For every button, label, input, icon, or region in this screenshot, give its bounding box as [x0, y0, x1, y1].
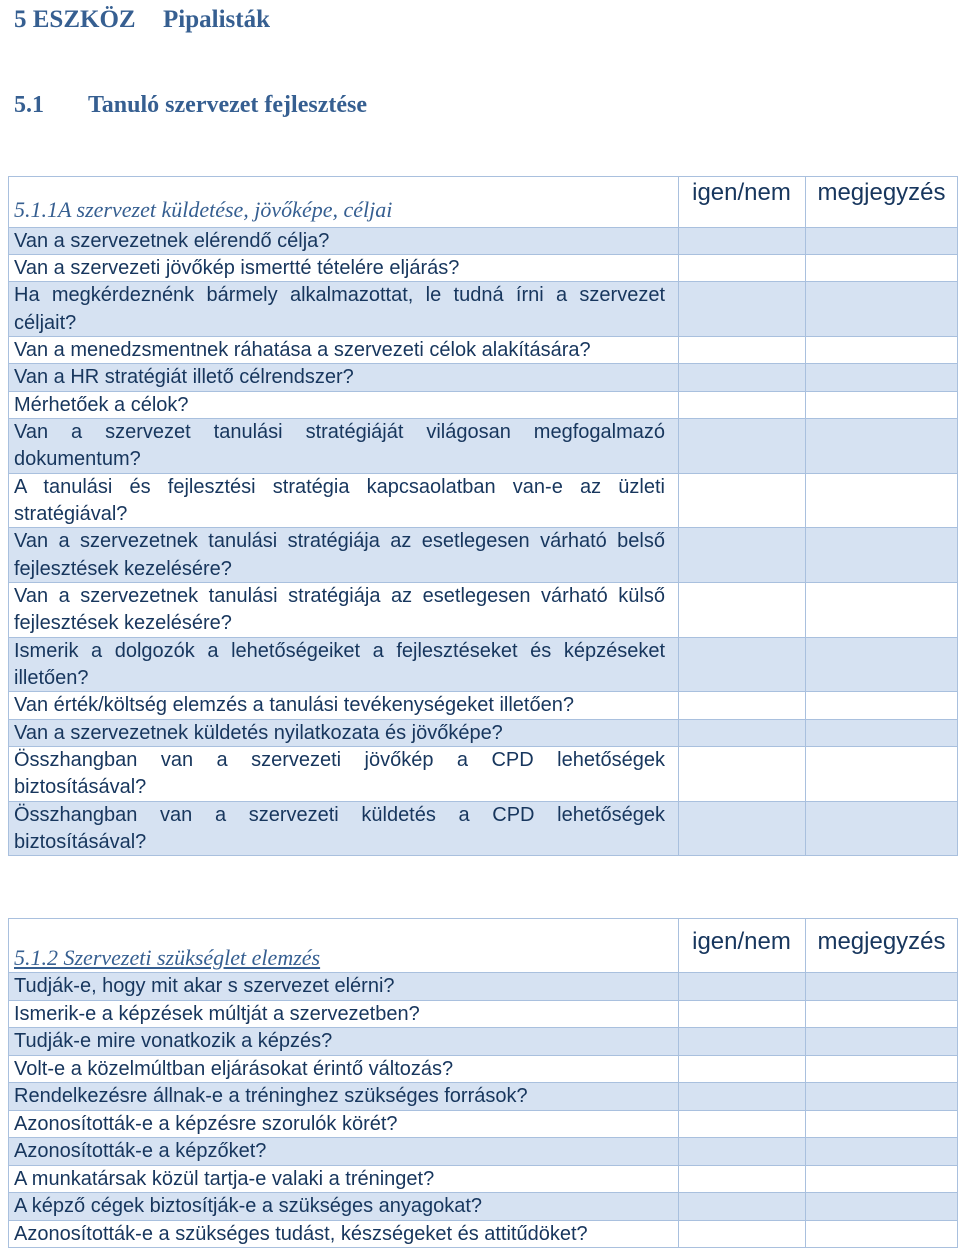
question-text: A tanulási és fejlesztési stratégia kapcsaolatban van-e az üzleti: [14, 475, 665, 498]
section-number: 5.1: [14, 92, 44, 118]
yes-no-cell: [678, 1056, 805, 1084]
question-cell: [8, 1221, 678, 1249]
notes-cell: [805, 583, 958, 638]
chapter-number: 5 ESZKÖZ: [14, 6, 136, 33]
yes-no-cell: [678, 802, 805, 857]
question-text: Tudják-e, hogy mit akar s szervezet elérni?: [14, 975, 395, 997]
checklist-table-mission: [8, 176, 958, 857]
notes-cell: [805, 337, 958, 364]
question-cell: [8, 337, 678, 364]
question-cell: [8, 1001, 678, 1029]
question-text: Ismerik a dolgozók a lehetőségeiket a fejlesztéseket és képzéseket: [14, 639, 665, 662]
chapter-heading: [14, 4, 270, 36]
notes-cell: [805, 1166, 958, 1194]
checklist-table-needs-analysis: [8, 918, 958, 1248]
checklist-row: [8, 255, 958, 282]
question-text: Ha megkérdeznénk bármely alkalmazottat, le tudná írni a szervezet: [14, 284, 665, 307]
yes-no-cell: [678, 1111, 805, 1139]
question-cell: [8, 1166, 678, 1194]
table-heading-cell: [8, 918, 678, 973]
question-cell: [8, 973, 678, 1001]
question-text: Azonosították-e a képzőket?: [14, 1140, 267, 1162]
checklist-row: [8, 474, 958, 529]
checklist-row: [8, 528, 958, 583]
yes-no-cell: [678, 692, 805, 719]
yes-no-cell: [678, 747, 805, 802]
checklist-row: [8, 1001, 958, 1029]
yes-no-cell: [678, 1028, 805, 1056]
checklist-row: [8, 973, 958, 1001]
question-text: céljait?: [14, 311, 77, 334]
yes-no-cell: [678, 583, 805, 638]
column-header-notes: megjegyzés: [805, 918, 958, 973]
table-header-row: [8, 918, 958, 973]
yes-no-cell: [678, 528, 805, 583]
yes-no-cell: [678, 228, 805, 255]
question-text: Van a szervezetnek küldetés nyilatkozata és jövőképe?: [14, 721, 503, 744]
question-cell: [8, 583, 678, 638]
checklist-row: [8, 692, 958, 719]
yes-no-cell: [678, 720, 805, 747]
notes-cell: [805, 1193, 958, 1221]
question-text: Van a szervezet tanulási stratégiáját világosan megfogalmazó: [14, 420, 665, 443]
question-text: Van a HR stratégiát illető célrendszer?: [14, 366, 354, 389]
checklist-row: [8, 1028, 958, 1056]
question-text: Van érték/költség elemzés a tanulási tevékenységeket illetően?: [14, 694, 574, 717]
question-text: Összhangban van a szervezeti küldetés a CPD lehetőségek: [14, 803, 665, 826]
notes-cell: [805, 255, 958, 282]
question-cell: [8, 638, 678, 693]
yes-no-cell: [678, 392, 805, 419]
yes-no-cell: [678, 419, 805, 474]
notes-cell: [805, 1083, 958, 1111]
question-cell: [8, 802, 678, 857]
column-header-yes-no: igen/nem: [678, 918, 805, 973]
checklist-row: [8, 747, 958, 802]
checklist-row: [8, 583, 958, 638]
question-text: Van a menedzsmentnek ráhatása a szervezeti célok alakítására?: [14, 338, 591, 361]
question-cell: [8, 364, 678, 391]
checklist-row: [8, 282, 958, 337]
question-cell: [8, 1028, 678, 1056]
notes-cell: [805, 282, 958, 337]
question-text: Ismerik-e a képzések múltját a szervezetben?: [14, 1002, 420, 1025]
checklist-row: [8, 228, 958, 255]
yes-no-cell: [678, 638, 805, 693]
notes-cell: [805, 1111, 958, 1139]
question-text: Van a szervezetnek tanulási stratégiája az esetlegesen várható belső: [14, 530, 665, 553]
table-heading: 5.1.2 Szervezeti szükséglet elemzés: [14, 945, 321, 970]
notes-cell: [805, 973, 958, 1001]
question-text: Azonosították-e a szükséges tudást, készségeket és attitűdöket?: [14, 1222, 588, 1245]
question-cell: [8, 720, 678, 747]
question-cell: [8, 747, 678, 802]
question-text: biztosításával?: [14, 831, 147, 854]
question-cell: [8, 1193, 678, 1221]
question-text: stratégiával?: [14, 502, 128, 525]
notes-cell: [805, 1221, 958, 1249]
yes-no-cell: [678, 474, 805, 529]
checklist-row: [8, 1221, 958, 1249]
question-text: Tudják-e mire vonatkozik a képzés?: [14, 1030, 333, 1052]
checklist-row: [8, 1138, 958, 1166]
chapter-title: Pipalisták: [163, 6, 270, 33]
notes-cell: [805, 747, 958, 802]
column-header-notes: megjegyzés: [805, 176, 958, 228]
yes-no-cell: [678, 282, 805, 337]
question-text: A munkatársak közül tartja-e valaki a tréninget?: [14, 1167, 435, 1190]
yes-no-cell: [678, 1138, 805, 1166]
question-text: Összhangban van a szervezeti jövőkép a CPD lehetőségek: [14, 749, 665, 772]
question-text: biztosításával?: [14, 776, 147, 799]
question-cell: [8, 282, 678, 337]
checklist-row: [8, 638, 958, 693]
checklist-row: [8, 337, 958, 364]
question-text: Volt-e a közelmúltban eljárásokat érintő változás?: [14, 1057, 454, 1080]
notes-cell: [805, 528, 958, 583]
question-cell: [8, 1111, 678, 1139]
yes-no-cell: [678, 1083, 805, 1111]
notes-cell: [805, 419, 958, 474]
question-cell: [8, 419, 678, 474]
checklist-row: [8, 1111, 958, 1139]
notes-cell: [805, 1028, 958, 1056]
table-heading: 5.1.1A szervezet küldetése, jövőképe, céljai: [14, 197, 393, 222]
question-cell: [8, 1056, 678, 1084]
question-text: illetően?: [14, 667, 89, 689]
question-cell: [8, 255, 678, 282]
checklist-row: [8, 720, 958, 747]
question-cell: [8, 474, 678, 529]
question-text: Rendelkezésre állnak-e a tréninghez szükséges források?: [14, 1085, 528, 1107]
yes-no-cell: [678, 1001, 805, 1029]
question-text: fejlesztések kezelésére?: [14, 612, 232, 635]
yes-no-cell: [678, 973, 805, 1001]
table-body: [8, 973, 958, 1248]
question-cell: [8, 1138, 678, 1166]
notes-cell: [805, 1138, 958, 1166]
yes-no-cell: [678, 364, 805, 391]
notes-cell: [805, 720, 958, 747]
checklist-row: [8, 364, 958, 391]
yes-no-cell: [678, 337, 805, 364]
checklist-row: [8, 392, 958, 419]
checklist-row: [8, 1166, 958, 1194]
yes-no-cell: [678, 1221, 805, 1249]
yes-no-cell: [678, 255, 805, 282]
question-cell: [8, 392, 678, 419]
checklist-row: [8, 1193, 958, 1221]
notes-cell: [805, 228, 958, 255]
checklist-row: [8, 419, 958, 474]
table-heading-cell: [8, 176, 678, 228]
table-header-row: [8, 176, 958, 228]
question-cell: [8, 1083, 678, 1111]
notes-cell: [805, 474, 958, 529]
notes-cell: [805, 638, 958, 693]
question-text: Van a szervezetnek elérendő célja?: [14, 229, 330, 252]
question-text: dokumentum?: [14, 448, 141, 471]
section-title: Tanuló szervezet fejlesztése: [88, 92, 367, 118]
notes-cell: [805, 392, 958, 419]
question-text: Azonosították-e a képzésre szorulók körét?: [14, 1112, 398, 1135]
table-body: [8, 228, 958, 857]
yes-no-cell: [678, 1166, 805, 1194]
checklist-row: [8, 1083, 958, 1111]
column-header-yes-no: igen/nem: [678, 176, 805, 228]
question-cell: [8, 692, 678, 719]
notes-cell: [805, 802, 958, 857]
question-text: Van a szervezetnek tanulási stratégiája az esetlegesen várható külső: [14, 584, 665, 607]
question-text: A képző cégek biztosítják-e a szükséges anyagokat?: [14, 1195, 483, 1217]
notes-cell: [805, 1056, 958, 1084]
yes-no-cell: [678, 1193, 805, 1221]
section-heading: [14, 90, 367, 120]
notes-cell: [805, 692, 958, 719]
notes-cell: [805, 364, 958, 391]
question-text: fejlesztések kezelésére?: [14, 557, 232, 580]
question-cell: [8, 228, 678, 255]
checklist-row: [8, 1056, 958, 1084]
question-text: Van a szervezeti jövőkép ismertté tételére eljárás?: [14, 256, 460, 279]
question-cell: [8, 528, 678, 583]
notes-cell: [805, 1001, 958, 1029]
checklist-row: [8, 802, 958, 857]
question-text: Mérhetőek a célok?: [14, 393, 189, 416]
